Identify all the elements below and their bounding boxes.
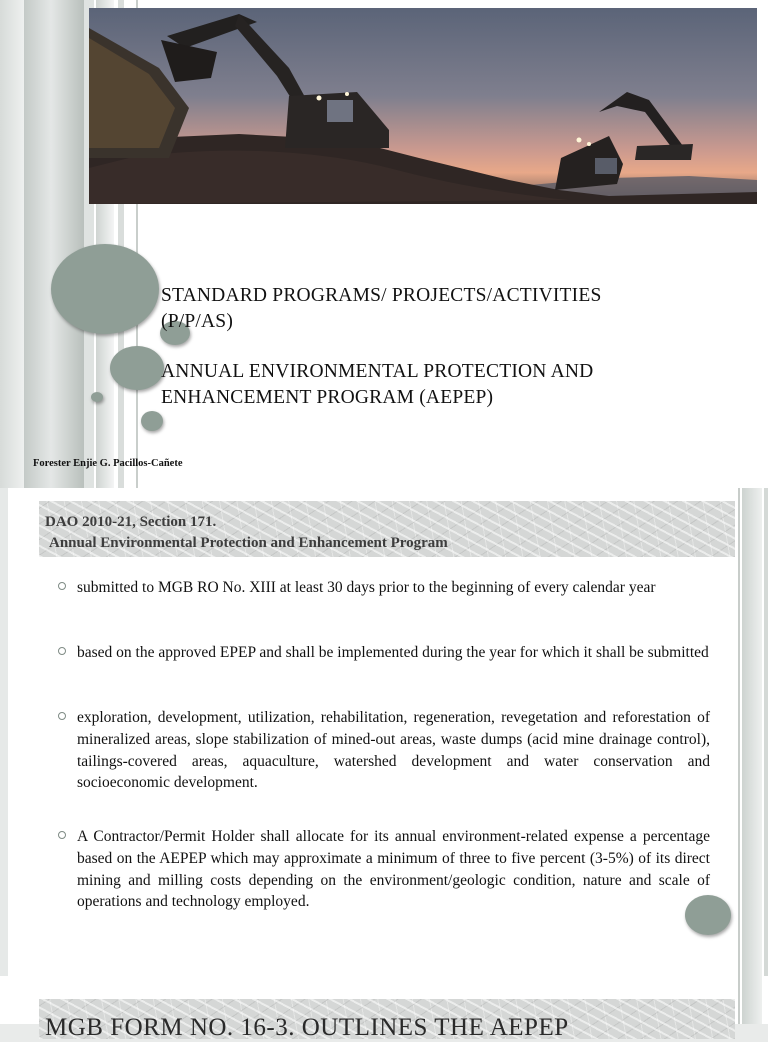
slide-subtitle-line: ENHANCEMENT PROGRAM (AEPEP) <box>161 387 494 408</box>
slide-header-title: Annual Environmental Protection and Enhancement Program <box>49 535 448 551</box>
decorative-rail <box>742 488 762 976</box>
next-slide-preview <box>0 976 768 1041</box>
decorative-circle-small <box>141 411 163 431</box>
decorative-rail <box>0 488 8 976</box>
excavator-photo-illustration <box>89 8 757 204</box>
slide-title-line: STANDARD PROGRAMS/ PROJECTS/ACTIVITIES <box>161 285 602 306</box>
list-item-text: based on the approved EPEP and shall be implemented during the year for which it shall be submitted <box>77 644 709 661</box>
slide-subtitle-line: ANNUAL ENVIRONMENTAL PROTECTION AND <box>161 361 594 382</box>
decorative-rail <box>764 488 768 976</box>
list-item-text: exploration, development, utilization, rehabilitation, regeneration, revegetation and reforestation of mineralized areas, slope stabilization of mined-out areas, waste dumps (acid mine drainage control), tailings-covered areas, aquaculture, watershed development and water conservation and socioeconomic development. <box>77 709 710 792</box>
decorative-circle <box>685 895 731 935</box>
hollow-circle-bullet-icon <box>58 831 66 839</box>
excavator-photo <box>89 8 757 204</box>
decorative-rail <box>0 0 24 488</box>
decorative-rail <box>24 0 84 488</box>
slide-title <box>161 283 721 335</box>
list-item-text: A Contractor/Permit Holder shall allocate for its annual environment-related expense a percentage based on the AEPEP which may approximate a minimum of three to five percent (3-5%) of its direct mining and milling costs depending on the environment/geologic condition, nature and scale of operations and technology employed. <box>77 828 710 911</box>
decorative-rail <box>742 976 762 1024</box>
hollow-circle-bullet-icon <box>58 712 66 720</box>
author-name: Forester Enjie G. Pacillos-Cañete <box>33 458 183 469</box>
content-slide <box>0 488 768 976</box>
decorative-rail <box>738 976 740 1024</box>
slide-title: MGB FORM NO. 16-3. OUTLINES THE AEPEP <box>45 1014 569 1041</box>
hollow-circle-bullet-icon <box>58 647 66 655</box>
list-item-text: submitted to MGB RO No. XIII at least 30 days prior to the beginning of every calendar year <box>77 579 656 596</box>
title-slide <box>0 0 768 488</box>
slide-subtitle <box>161 359 721 411</box>
decorative-rail <box>738 488 740 976</box>
slide-title-line: (P/P/AS) <box>161 311 234 332</box>
decorative-circle-large <box>51 244 159 334</box>
decorative-circle-medium <box>110 346 164 390</box>
decorative-circle-tiny <box>91 392 103 402</box>
hollow-circle-bullet-icon <box>58 582 66 590</box>
slide-header-reference: DAO 2010-21, Section 171. <box>45 514 217 530</box>
